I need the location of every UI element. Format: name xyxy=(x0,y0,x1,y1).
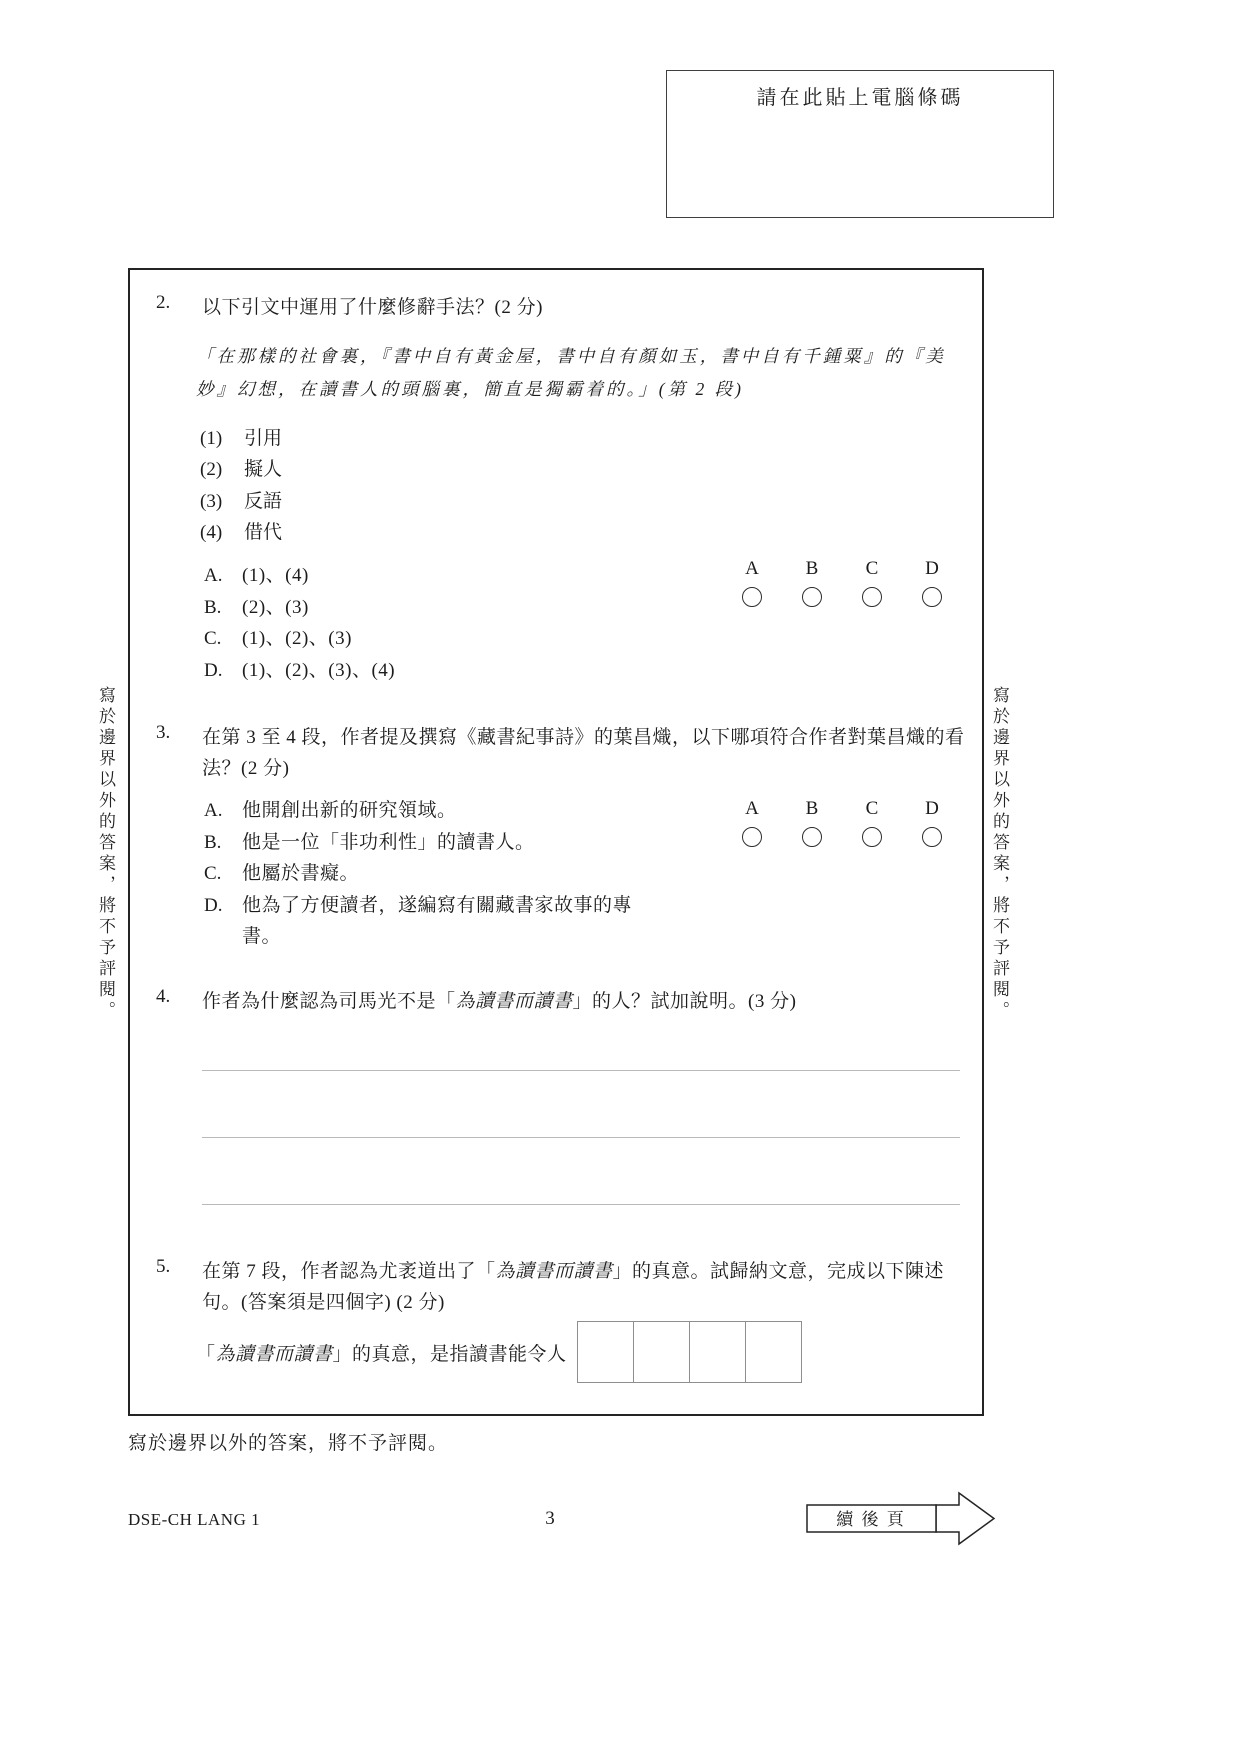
q2-item-3-label: 反語 xyxy=(244,491,283,512)
q2-choice-b-letter: B. xyxy=(204,597,222,618)
q2-bubble-letters xyxy=(722,558,962,580)
q3-bubble-letter-b: B xyxy=(805,798,819,819)
q2-bubble-letter-d: D xyxy=(925,558,939,579)
q2-text: 以下引文中運用了什麼修辭手法？(2 分) xyxy=(202,297,543,318)
q2-item-3-num: (3) xyxy=(200,491,223,512)
q2-choice-d-text: (1)、(2)、(3)、(4) xyxy=(242,660,396,681)
q5-statement-quote: 為讀書而讀書 xyxy=(215,1343,333,1365)
q4-text-quote: 為讀書而讀書 xyxy=(455,991,573,1012)
q2-bubble-d-cell xyxy=(902,587,962,612)
q2-choice-a-letter: A. xyxy=(204,565,223,586)
q3-bubble-a[interactable] xyxy=(742,827,762,847)
q3-answer-grid xyxy=(722,798,962,852)
q2-bubble-a-cell xyxy=(722,587,782,612)
q5-answer-box-1[interactable] xyxy=(577,1321,634,1383)
answer-area-box xyxy=(128,268,984,1416)
bottom-note: 寫於邊界以外的答案，將不予評閱。 xyxy=(128,1433,449,1454)
q4-answer-line-1[interactable] xyxy=(202,1070,960,1071)
q4-text xyxy=(202,986,968,1017)
q2-bubble-circles xyxy=(722,587,962,612)
q2-choice-a-text: (1)、(4) xyxy=(242,565,309,586)
paper-code: DSE-CH LANG 1 xyxy=(128,1510,261,1529)
q3-choice-a xyxy=(204,795,457,826)
q3-bubble-d-cell xyxy=(902,827,962,852)
q2-bubble-a[interactable] xyxy=(742,587,762,607)
q2-bubble-c[interactable] xyxy=(862,587,882,607)
q2-choice-c-letter: C. xyxy=(204,628,222,649)
q2-item-2-num: (2) xyxy=(200,459,223,480)
next-page-arrow-graphic xyxy=(806,1490,996,1548)
q3-choice-a-letter: A. xyxy=(204,800,223,821)
q2-choice-c-text: (1)、(2)、(3) xyxy=(242,628,352,649)
q2-item-3 xyxy=(200,486,282,513)
q4-number: 4. xyxy=(156,986,171,1007)
q5-answer-box-3[interactable] xyxy=(689,1321,746,1383)
q3-text: 在第 3 至 4 段，作者提及撰寫《藏書紀事詩》的葉昌熾，以下哪項符合作者對葉昌熾的看法？(2 分) xyxy=(202,727,965,779)
q3-bubble-d[interactable] xyxy=(922,827,942,847)
q3-choice-b xyxy=(204,827,535,858)
q2-item-4-num: (4) xyxy=(200,522,223,543)
q5-statement-text xyxy=(196,1339,567,1366)
q4-text-prefix: 作者為什麼認為司馬光不是「 xyxy=(202,991,456,1012)
q2-choice-b-text: (2)、(3) xyxy=(242,597,309,618)
q3-choice-d xyxy=(204,890,654,952)
q3-bubble-circles xyxy=(722,827,962,852)
q5-text xyxy=(202,1256,966,1318)
q4-answer-line-2[interactable] xyxy=(202,1137,960,1138)
q3-number: 3. xyxy=(156,722,171,743)
q3-choice-d-letter: D. xyxy=(204,895,223,916)
q2-number: 2. xyxy=(156,292,171,313)
q3-choice-c xyxy=(204,858,359,889)
q2-item-1-num: (1) xyxy=(200,428,223,449)
q5-answer-box-4[interactable] xyxy=(745,1321,802,1383)
q4-text-suffix: 」的人？試加說明。(3 分) xyxy=(572,991,797,1012)
q3-bubble-letter-a: A xyxy=(745,798,759,819)
q2-bubble-b-cell xyxy=(782,587,842,612)
q5-answer-box-2[interactable] xyxy=(633,1321,690,1383)
q5-answer-boxes xyxy=(577,1321,802,1383)
q2-item-4 xyxy=(200,517,282,544)
q2-bubble-d[interactable] xyxy=(922,587,942,607)
q3-choice-c-letter: C. xyxy=(204,863,222,884)
right-margin-note: 寫於邊界以外的答案，將不予評閱。 xyxy=(990,686,1009,1022)
q2-bubble-c-cell xyxy=(842,587,902,612)
q5-text-suffix: 」的真意。試歸納文意，完成以下陳述句。(答案須是四個字) (2 分) xyxy=(202,1261,945,1313)
left-margin-note: 寫於邊界以外的答案，將不予評閱。 xyxy=(96,686,115,1022)
q3-choice-b-letter: B. xyxy=(204,832,222,853)
next-page-label: 續 後 頁 xyxy=(836,1510,906,1529)
q2-choice-c xyxy=(204,623,352,654)
q5-text-prefix: 在第 7 段，作者認為尤袤道出了「 xyxy=(202,1261,496,1282)
q5-statement-prefix: 「 xyxy=(196,1343,216,1365)
q3-choice-b-text: 他是一位「非功利性」的讀書人。 xyxy=(242,832,535,853)
page-number: 3 xyxy=(545,1508,555,1529)
next-page-indicator xyxy=(806,1490,996,1553)
q2-choice-b xyxy=(204,592,309,623)
q2-item-4-label: 借代 xyxy=(244,522,283,543)
q5-statement-row xyxy=(196,1320,802,1384)
q2-bubble-b[interactable] xyxy=(802,587,822,607)
barcode-label: 請在此貼上電腦條碼 xyxy=(756,87,964,109)
q2-quote: 「在那樣的社會裏，『書中自有黃金屋，書中自有顏如玉，書中自有千鍾粟』的『美妙』幻想，在讀書人的頭腦裏，簡直是獨霸着的。」(第 2 段) xyxy=(196,346,946,399)
q3-bubble-letter-d: D xyxy=(925,798,939,819)
q2-choice-d-letter: D. xyxy=(204,660,223,681)
q2-bubble-letter-b: B xyxy=(805,558,819,579)
q3-bubble-letters xyxy=(722,798,962,820)
arrow-shape xyxy=(936,1493,994,1544)
q3-choice-c-text: 他屬於書癡。 xyxy=(242,863,360,884)
q2-choice-a xyxy=(204,560,309,591)
q3-bubble-c[interactable] xyxy=(862,827,882,847)
q3-bubble-c-cell xyxy=(842,827,902,852)
q3-choice-d-text: 他為了方便讀者，遂編寫有關藏書家故事的專書。 xyxy=(242,895,633,947)
q3-bubble-a-cell xyxy=(722,827,782,852)
q4-answer-line-3[interactable] xyxy=(202,1204,960,1205)
q5-text-quote: 為讀書而讀書 xyxy=(495,1261,613,1282)
q5-number: 5. xyxy=(156,1256,171,1277)
q3-choice-a-text: 他開創出新的研究領域。 xyxy=(242,800,457,821)
q2-answer-grid xyxy=(722,558,962,612)
barcode-box xyxy=(666,70,1054,218)
q3-bubble-b-cell xyxy=(782,827,842,852)
q5-statement-suffix: 」的真意，是指讀書能令人 xyxy=(332,1343,567,1365)
q2-bubble-letter-a: A xyxy=(745,558,759,579)
q2-bubble-letter-c: C xyxy=(865,558,879,579)
q3-bubble-letter-c: C xyxy=(865,798,879,819)
q2-item-2 xyxy=(200,454,282,481)
q2-item-1-label: 引用 xyxy=(244,428,283,449)
q3-bubble-b[interactable] xyxy=(802,827,822,847)
q2-item-1 xyxy=(200,423,282,450)
q2-item-2-label: 擬人 xyxy=(244,459,283,480)
q2-choice-d xyxy=(204,655,395,686)
